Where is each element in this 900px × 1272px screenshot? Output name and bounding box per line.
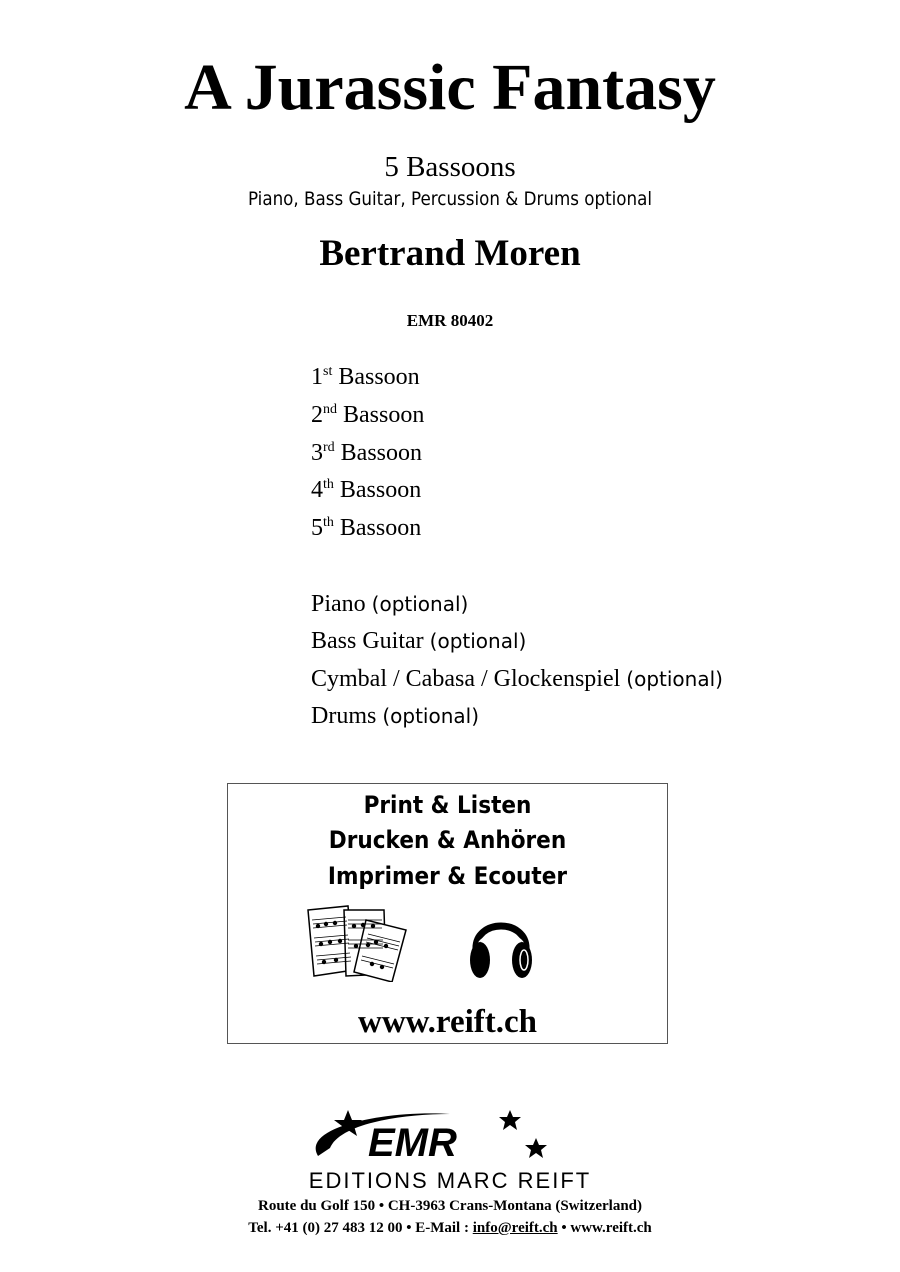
optional-instruments-line: Piano, Bass Guitar, Percussion & Drums optional <box>247 188 653 210</box>
optional-part-item: Bass Guitar (optional) <box>311 628 527 654</box>
promo-line-german: Drucken & Anhören <box>328 826 567 854</box>
phone-label: Tel. +41 (0) 27 483 12 00 • E-Mail : <box>248 1220 473 1236</box>
email-link[interactable]: info@reift.ch <box>472 1220 558 1236</box>
composer-name: Bertrand Moren <box>319 233 581 274</box>
part-list-item: 3rd Bassoon <box>311 440 423 466</box>
optional-part-item: Piano (optional) <box>311 591 469 617</box>
website-text: • www.reift.ch <box>557 1220 652 1236</box>
publisher-contact <box>0 1218 900 1238</box>
part-list-item: 2nd Bassoon <box>311 402 425 428</box>
promo-website[interactable]: www.reift.ch <box>357 1004 538 1040</box>
logo-text: EMR <box>368 1121 457 1165</box>
publisher-address: Route du Golf 150 • CH-3963 Crans-Montana (Switzerland) <box>258 1198 642 1214</box>
catalog-number: EMR 80402 <box>406 311 494 330</box>
part-list-item: 4th Bassoon <box>311 477 422 503</box>
instrumentation-subtitle: 5 Bassoons <box>384 151 516 183</box>
optional-part-item: Drums (optional) <box>311 703 480 729</box>
part-list-item: 1st Bassoon <box>311 364 420 390</box>
optional-part-item: Cymbal / Cabasa / Glockenspiel (optional) <box>311 666 723 692</box>
print-listen-box <box>227 783 668 1044</box>
promo-line-english: Print & Listen <box>363 791 532 819</box>
page-title: A Jurassic Fantasy <box>184 51 716 124</box>
emr-logo <box>300 1108 600 1168</box>
promo-line-french: Imprimer & Ecouter <box>327 862 568 890</box>
headphones-icon <box>466 904 536 984</box>
publisher-name: EDITIONS MARC REIFT <box>308 1168 592 1193</box>
part-list-item: 5th Bassoon <box>311 515 422 541</box>
sheet-music-icon <box>300 904 412 982</box>
